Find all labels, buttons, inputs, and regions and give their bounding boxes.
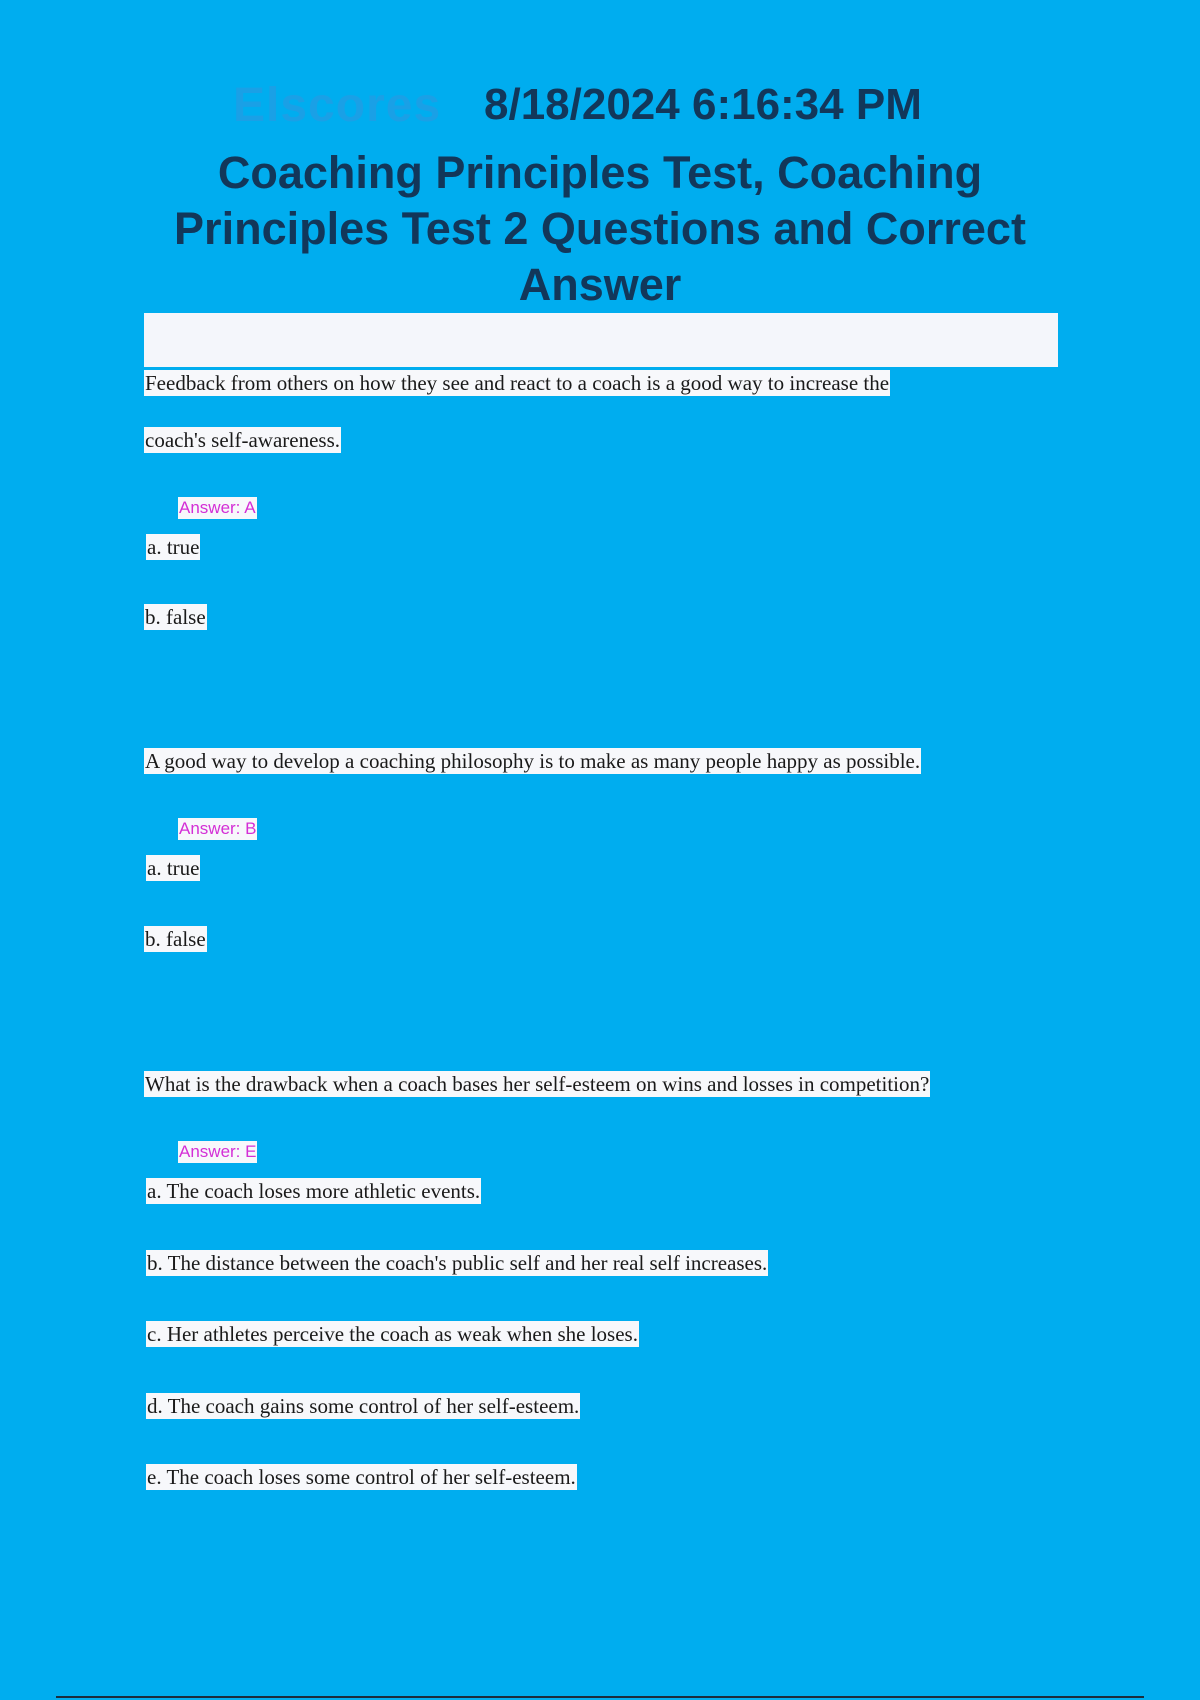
footer-rule (56, 1696, 1144, 1698)
question-1-answer: Answer: A (179, 498, 256, 517)
timestamp: 8/18/2024 6:16:34 PM (484, 80, 922, 129)
title-banner (144, 313, 1058, 367)
question-2-option-b: b. false (145, 927, 206, 951)
question-3-option-a: a. The coach loses more athletic events. (147, 1179, 481, 1203)
question-2-answer: Answer: B (179, 819, 257, 838)
question-3-option-e: e. The coach loses some control of her self-esteem. (147, 1465, 576, 1489)
question-3-answer: Answer: E (179, 1142, 257, 1161)
question-1-option-a: a. true (147, 535, 200, 559)
question-3-option-b: b. The distance between the coach's public self and her real self increases. (147, 1251, 768, 1275)
watermark-logo: Elscores (233, 79, 442, 132)
question-3-option-c: c. Her athletes perceive the coach as weak when she loses. (147, 1322, 638, 1346)
question-1-text-line-1: Feedback from others on how they see and react to a coach is a good way to increase the (145, 371, 890, 395)
question-1-text-line-2: coach's self-awareness. (145, 428, 341, 452)
question-2-text: A good way to develop a coaching philosophy is to make as many people happy as possible. (145, 749, 921, 773)
document-title: Coaching Principles Test, Coaching Principles Test 2 Questions and Correct Answer (174, 147, 1026, 310)
question-1-option-b: b. false (145, 605, 206, 629)
question-3-option-d: d. The coach gains some control of her self-esteem. (147, 1394, 580, 1418)
question-2-option-a: a. true (147, 856, 200, 880)
question-3-text: What is the drawback when a coach bases her self-esteem on wins and losses in competition? (145, 1072, 930, 1096)
